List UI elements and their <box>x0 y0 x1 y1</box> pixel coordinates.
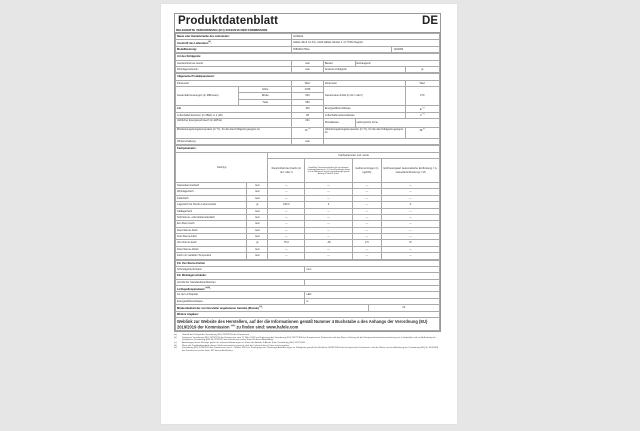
compartment-freezing: — <box>352 195 381 201</box>
max-temp-cell <box>405 127 439 138</box>
winter-value: nein <box>292 138 324 144</box>
general-parameters-table <box>175 73 440 145</box>
title-row <box>174 13 441 27</box>
annual-energy-label: Jährlicher Energieverbrauch (in kWh/a) <box>176 118 292 127</box>
compartment-type: Vier-Sterne-Fach <box>176 240 247 246</box>
language-code: DE <box>422 15 438 27</box>
footnote-ref: (b) <box>259 305 262 308</box>
compartment-type: Null-Sterne- oder Eisbereiterfach <box>176 214 247 220</box>
col-compartment-type: Fachtyp <box>176 152 268 182</box>
col-value-2: Wert <box>405 80 439 86</box>
weblink-row <box>176 317 440 330</box>
compartment-temp: — <box>305 189 353 195</box>
light-type-value: LED <box>305 292 440 298</box>
compartment-freezing: 2,5 <box>352 240 381 246</box>
compartment-type: Speisekammerfach <box>176 183 247 189</box>
compartment-type: Zwei-Sterne-Fach <box>176 227 247 233</box>
compartment-present: nein <box>247 183 268 189</box>
col-recommended-temp: Empfohlene Temperatureinstellung für eine optimierte Lebensmittellagerung (in °C). Diese Einstellungen dürfen nicht im Widerspruch zu den Lagerbedingungen gemäß Anhang IV Tabelle 3 stehen. <box>305 159 353 183</box>
compartment-freezing: — <box>352 189 381 195</box>
footnote-text: Änderungen dieser Einträge gelten als relevante Änderungen im Sinne des Artikels 4 Absatz 8 der Verordnung (EU) 2017/1369. <box>182 342 306 345</box>
compartment-volume: — <box>268 189 305 195</box>
light-section-cell: Lichtquellenparameter $^{(a)(b)}$: <box>176 286 440 292</box>
compartment-present: nein <box>247 214 268 220</box>
general-section: Allgemeine Produktparameter: <box>176 74 440 80</box>
compartment-volume: — <box>268 227 305 233</box>
footnote-mark: (c) <box>174 342 177 345</box>
col-freezing-capacity: Gefriervermögen (in kg/24h) <box>352 159 381 183</box>
document-page <box>161 4 457 424</box>
compartment-type: Ein-Stern-Fach <box>176 221 247 227</box>
wine-bottles-label: Anzahl der Standardweinflaschen <box>176 279 305 285</box>
winter-label: Winterschaltung <box>176 138 292 144</box>
compartment-volume: — <box>268 183 305 189</box>
compartment-defrost: — <box>381 227 439 233</box>
compartment-type: Kellerfach <box>176 195 247 201</box>
compartment-freezing: — <box>352 214 381 220</box>
model-label: Modellkennung: <box>176 46 292 52</box>
product-data-sheet <box>174 13 441 352</box>
page-title: Produktdatenblatt <box>178 15 279 27</box>
compartment-type: Drei-Sterne-Fach <box>176 234 247 240</box>
compartment-volume: — <box>268 214 305 220</box>
compartment-defrost: A <box>381 202 439 208</box>
footnote-ref: (b) <box>208 41 211 44</box>
light-type-label: Art der Lichtquelle <box>176 292 305 298</box>
footnote-mark: (b) <box>174 336 177 339</box>
footnote-ref: (a)(b) <box>205 286 211 289</box>
footnotes <box>174 334 441 352</box>
noise-class-label: Luftschallemissionsklasse <box>323 112 405 118</box>
compartment-temp: — <box>305 195 353 201</box>
design-type-value: Einbaugerät <box>355 60 440 66</box>
additional-table <box>175 260 440 332</box>
compartment-volume: — <box>268 208 305 214</box>
compartment-freezing: — <box>352 253 381 259</box>
height-label: Höhe <box>239 87 292 93</box>
compartment-freezing: — <box>352 202 381 208</box>
col-value: Wert <box>292 80 324 86</box>
compartment-temp: — <box>305 246 353 252</box>
compartment-volume: — <box>268 221 305 227</box>
empty-cell <box>323 138 439 144</box>
compartment-defrost: — <box>381 208 439 214</box>
climate-class-label: Klimaklasse: <box>323 118 355 127</box>
compartment-type: Fach mit variabler Temperatur <box>176 253 247 259</box>
fast-freeze-label: Schnellgefrierfunktion <box>176 266 305 272</box>
col-defrost-type: Entfrostungsart (automatische Entfrostung = A, manuelle Entfrostung = M) <box>381 159 439 183</box>
compartment-present: nein <box>247 234 268 240</box>
low-noise-value: nein <box>292 60 324 66</box>
footnote-ref: (c) <box>422 113 425 116</box>
design-type-label: Bauart: <box>323 60 355 66</box>
compartment-present: ja <box>247 240 268 246</box>
compartment-type: Weinlagerfach <box>176 189 247 195</box>
compartment-volume: — <box>268 234 305 240</box>
article-number: 1194094 <box>392 46 440 52</box>
compartment-freezing: — <box>352 227 381 233</box>
compartment-present: nein <box>247 195 268 201</box>
width-label: Breite <box>239 93 292 99</box>
col-parameter-2: Parameter <box>323 80 405 86</box>
warranty-label: Mindestlaufzeit der vom Hersteller angebotenen Garantie (Monate) <box>177 306 259 310</box>
depth-value: 550 <box>292 99 324 105</box>
col-parameter: Parameter <box>176 80 292 86</box>
compartment-defrost: — <box>381 214 439 220</box>
total-volume-label: Gesamtrauminhalt (in dm³ oder l) <box>323 87 405 106</box>
supplier-address-label: Anschrift des Lieferanten <box>177 41 209 45</box>
footnote-text: Verordnung (EU) 2019/2019 der Kommission vom 1. Oktober 2019 zur Festlegung von Ökodesign-Anforderungen an Kühlgeräte gemäß der Richtlinie 2009/125/EG des Europäischen Parlaments und des Rates und zur Aufhebung der Verordnung (EG) Nr. 643/2009 der Kommission (siehe Seite 187 dieses Amtsblatts). <box>182 347 439 352</box>
compartment-freezing: — <box>352 221 381 227</box>
noise-value: 38 <box>292 112 324 118</box>
compartment-temp: — <box>305 208 353 214</box>
col-volume: Rauminhalt des Fachs (in dm³ oder l) <box>268 159 305 183</box>
compartment-volume: — <box>268 246 305 252</box>
light-class-label: Energieeffizienzklasse <box>176 298 305 304</box>
model-value: RIB14D178ea <box>292 46 392 52</box>
compartment-volume: — <box>268 195 305 201</box>
compartment-present: nein <box>247 253 268 259</box>
compartment-temp: — <box>305 234 353 240</box>
energy-row <box>176 118 440 127</box>
compartment-temp: — <box>305 227 353 233</box>
weblink-text: Weblink zur Website des Herstellers, auf der die Informationen gemäß Nummer 4 Buchstabe a des Anhangs der Verordnung (EU) 2019/2019 der Kommission <box>177 318 428 330</box>
further-section: Weitere Angaben: <box>176 311 440 317</box>
other-appliance-value: ja <box>405 66 439 72</box>
annual-energy-value: 221 <box>292 118 324 127</box>
compartment-volume: 75,0 <box>268 240 305 246</box>
other-appliance-label: Anderes Kühlgerät: <box>323 66 405 72</box>
total-volume-value: 270 <box>405 87 439 106</box>
supplier-table <box>175 33 440 53</box>
compartment-temp: -18 <box>305 240 353 246</box>
compartment-volume: — <box>268 253 305 259</box>
noise-label: Luftschallemissionen (in dB(A) re 1 pW) <box>176 112 292 118</box>
height-value: 1769 <box>292 87 324 93</box>
weblink-url[interactable]: zu finden sind: www.hafele.com <box>236 324 299 330</box>
max-temp-label: Höchstumgebungstemperatur (in °C), für die das Kühlgerät geeignet ist <box>323 127 405 138</box>
compartment-present: nein <box>247 221 268 227</box>
footnote-text: Wenn die Produktdatenbank diesen Inhalt automatisch generiert, darf der Lieferant diese Daten nicht eingeben. <box>182 344 290 347</box>
wine-cabinet-label: Weinlagerschrank: <box>176 66 292 72</box>
four-star-section: Für Vier-Sterne-Fächer <box>176 260 440 266</box>
noise-class-value: C <box>419 114 422 118</box>
compartment-defrost: — <box>381 183 439 189</box>
footnote-mark: (a) <box>174 334 177 337</box>
temperature-row <box>176 127 440 138</box>
footnote-ref: (a)(b) <box>230 324 236 327</box>
data-table-wrapper <box>174 32 441 332</box>
regulation-title: DELEGIERTE VERORDNUNG (EU) 2019/2016 DER KOMMISSION <box>174 27 441 32</box>
compartment-freezing: — <box>352 208 381 214</box>
supplier-name-label: Name oder Handelsmarke des Lieferanten: <box>176 34 292 40</box>
low-noise-label: Geräuscharmes Gerät: <box>176 60 292 66</box>
compartment-volume: 195,0 <box>268 202 305 208</box>
compartment-present: nein <box>247 189 268 195</box>
min-temp-value: 16 <box>304 129 308 133</box>
footnote-ref: (c) <box>423 128 426 131</box>
light-class-value: G <box>305 298 440 304</box>
col-compartment-group: Fachparameter und -werte <box>268 152 440 158</box>
climate-class-value: subtropische Zone <box>355 118 440 127</box>
compartment-temp: — <box>305 183 353 189</box>
compartment-defrost: — <box>381 253 439 259</box>
compartment-temp: — <box>305 253 353 259</box>
appliance-type-row <box>176 66 440 72</box>
winter-row <box>176 138 440 144</box>
dimensions-label: Gesamtabmessungen (in Millimeter) <box>176 87 239 106</box>
footnote-ref: (c) <box>308 128 311 131</box>
weblink-cell <box>176 317 440 330</box>
footnote-text: Delegierte Verordnung (EU) 2019/2015 der Kommission vom 11. März 2019 zur Ergänzung der Verordnung (EU) 2017/1369 des Europäischen Parlaments und des Rates in Bezug auf die Energieverbrauchskennzeichnung von Lichtquellen und zur Aufhebung der Delegierten Verordnung (EU) Nr. 874/2012 der Kommission (siehe Seite 68 dieses Amtsblatts). <box>182 336 436 342</box>
compartment-table <box>175 145 440 259</box>
compartment-rows <box>176 183 440 260</box>
compartments-section: Fachparameter: <box>176 146 440 152</box>
eei-label: EEI <box>176 106 292 112</box>
energy-class-label: Energieeffizienzklasse <box>323 106 405 112</box>
compartment-defrost: M <box>381 240 439 246</box>
compartment-present: ja <box>247 202 268 208</box>
compartment-present: nein <box>247 227 268 233</box>
min-temp-label: Mindestumgebungstemperatur (in °C), für die das Kühlgerät geeignet ist <box>176 127 292 138</box>
compartment-type: Zwei-Sterne-Abteil <box>176 246 247 252</box>
compartment-type: Lagerfach für frische Lebensmittel <box>176 202 247 208</box>
model-row <box>176 46 440 52</box>
warranty-value: 24 <box>368 305 439 311</box>
compartment-row <box>176 253 440 259</box>
compartment-defrost: — <box>381 195 439 201</box>
energy-class-value: E <box>420 107 422 111</box>
footnote-mark: (e) <box>174 347 177 350</box>
compartment-present: nein <box>247 208 268 214</box>
footnote-text: Gemäß der Delegierten Verordnung (EU) 2019/2015 der Kommission. <box>182 334 250 337</box>
depth-label: Tiefe <box>239 99 292 105</box>
footnote-mark: (d) <box>174 344 177 347</box>
min-temp-cell <box>292 127 324 138</box>
compartment-freezing: — <box>352 234 381 240</box>
compartment-freezing: — <box>352 183 381 189</box>
fast-freeze-value: nein <box>305 266 440 272</box>
supplier-address-label-cell: Anschrift des Lieferanten$^{(b)}$: <box>176 40 292 46</box>
wine-section: Für Weinlagerschränke: <box>176 273 440 279</box>
compartment-temp: 4 <box>305 202 353 208</box>
eei-value: 100 <box>292 106 324 112</box>
compartment-defrost: — <box>381 246 439 252</box>
compartment-present: nein <box>247 246 268 252</box>
compartment-type: Kaltlagerfach <box>176 208 247 214</box>
light-section: Lichtquellenparameter <box>177 287 205 291</box>
compartment-defrost: — <box>381 221 439 227</box>
compartment-temp: — <box>305 214 353 220</box>
supplier-name-value: HÄFELE <box>292 34 440 40</box>
supplier-address-value: Häfele SE & Co KG, Adolf-Häfele-Straße 1, D-77202 Nagold <box>292 40 440 46</box>
width-value: 540 <box>292 93 324 99</box>
appliance-type-section: Art des Kühlgeräts: <box>176 54 440 60</box>
warranty-label-cell: Mindestlaufzeit der vom Hersteller angebotenen Garantie (Monate) $^{(b)}$: <box>176 305 369 311</box>
compartment-temp: — <box>305 221 353 227</box>
compartment-defrost: — <box>381 234 439 240</box>
footnote-ref: (c) <box>422 106 425 109</box>
compartment-defrost: — <box>381 189 439 195</box>
wine-cabinet-value: nein <box>292 66 324 72</box>
max-temp-value: 38 <box>419 129 423 133</box>
compartment-freezing: — <box>352 246 381 252</box>
appliance-type-table <box>175 53 440 73</box>
